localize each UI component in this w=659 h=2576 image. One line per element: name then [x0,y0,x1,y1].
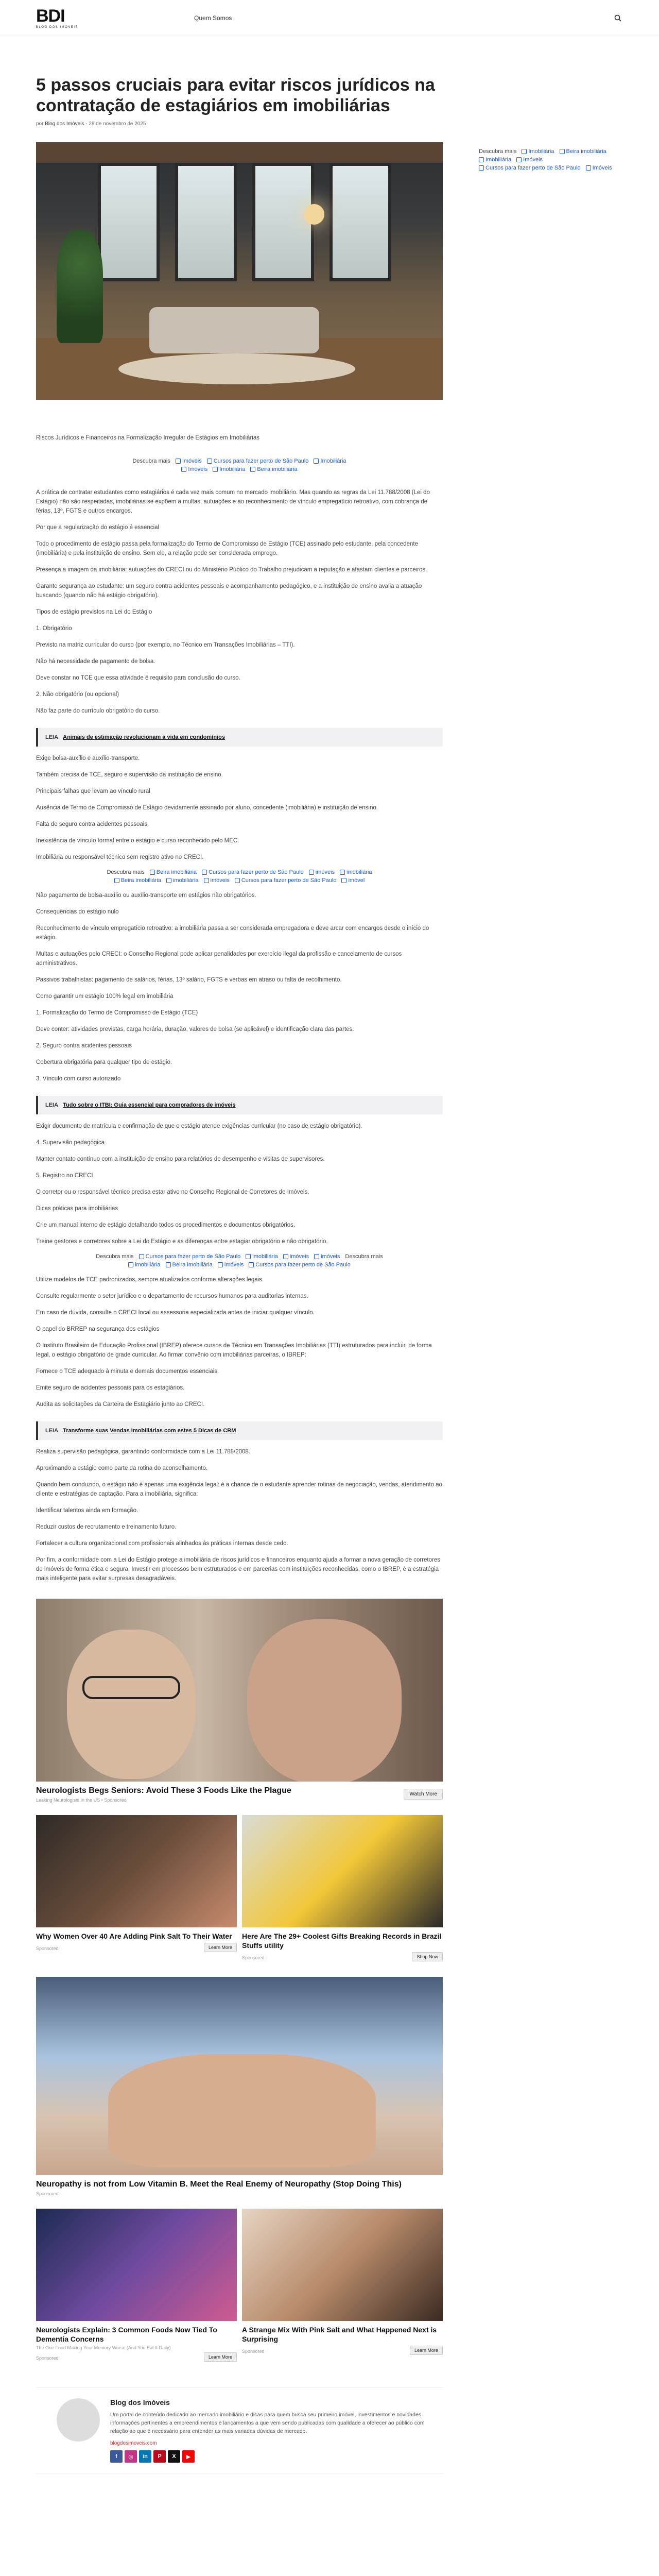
site-header [0,0,659,36]
paragraph: Também precisa de TCE, seguro e supervisão da instituição de ensino. [36,772,223,778]
instagram-icon[interactable]: ◎ [125,2450,137,2463]
tag-link[interactable]: imobiliária [246,1253,278,1260]
paragraph: Previsto na matriz curricular do curso (por exemplo, no Técnico em Transações Imobiliárias – TTI). [36,642,295,648]
author-name[interactable]: Blog dos Imóveis [110,2398,170,2406]
tag-link[interactable]: Beira imobiliária [114,877,161,884]
tag-link[interactable]: imobiliária [128,1262,161,1268]
paragraph: Fornece o TCE adequado à minuta e demais documentos essenciais. [36,1368,219,1375]
ad-image[interactable] [242,1815,443,1927]
leia-box-2: LEIA Tudo sobre o ITBI: Guia essencial para compradores de imóveis [36,1096,443,1114]
tag-link[interactable]: Cursos para fazer perto de São Paulo [139,1253,241,1260]
tag-icon [314,459,319,464]
tag-icon [516,157,522,162]
ad-cta-button[interactable]: Learn More [204,2352,237,2362]
search-icon[interactable] [613,13,623,23]
tag-icon [213,467,218,472]
ad-title[interactable]: Why Women Over 40 Are Adding Pink Salt To Their Water [36,1932,232,1940]
paragraph: Não há necessidade de pagamento de bolsa. [36,658,155,665]
leia-box-3: LEIA Transforme suas Vendas Imobiliárias com estes 5 Dicas de CRM [36,1421,443,1440]
paragraph: 3. Vínculo com curso autorizado [36,1076,121,1082]
tag-icon [522,149,527,154]
tag-link[interactable]: Cursos para fazer perto de São Paulo [479,165,581,171]
paragraph: Cobertura obrigatória para qualquer tipo de estágio. [36,1059,172,1065]
paragraph: Em caso de dúvida, consulte o CRECI local ou assessoria especializada antes de iniciar qualquer vínculo. [36,1310,315,1316]
tag-link[interactable]: Imobiliária [522,148,554,155]
tag-icon [202,870,207,875]
tag-icon [283,1254,288,1259]
tag-cloud-2: Descubra mais Beira imobiliária Cursos para fazer perto de São Paulo imóveis imobiliária Beira imobiliária imobiliária imóveis Cursos para fazer perto de São Paulo imóvel [107,869,372,884]
paragraph: 5. Registro no CRECI [36,1173,93,1179]
author-bio: Um portal de conteúdo dedicado ao mercado imobiliário e dicas para quem busca seu primeiro imóvel, investimentos e novidades informações pertinentes a empreendimentos e lançamentos a que vem sendo publicadas com qualidade a oferecer ao público com relação ao que é necessário para entender as mais variadas dúvidas de mercado. [110,2412,425,2434]
tag-link[interactable]: imóvel [341,877,365,884]
tag-link[interactable]: imobiliária [340,869,372,875]
tag-icon [479,157,484,162]
paragraph: Ausência de Termo de Compromisso de Estágio devidamente assinado por aluno, concedente (imobiliária) e instituição de ensino. [36,805,378,811]
paragraph: Crie um manual interno de estágio detalhando todos os procedimentos e documentos obrigatórios. [36,1222,296,1228]
ad-source: Sponsored [36,2191,59,2196]
leia-link[interactable]: Transforme suas Vendas Imobiliárias com estes 5 Dicas de CRM [63,1428,236,1434]
tag-icon [114,878,119,883]
paragraph: Presença a imagem da imobiliária: autuações do CRECI ou do Ministério Público do Trabalho prejudicam a reputação e afastam clientes e parceiros. [36,567,427,573]
tag-icon [309,870,314,875]
author-box [36,2387,443,2473]
social-links [110,2450,443,2463]
paragraph: Reduzir custos de recrutamento e treinamento futuro. [36,1524,177,1530]
meta-prefix: por [36,121,44,127]
ad-image[interactable] [36,1599,443,1782]
sidebar [479,36,623,2473]
ad-image[interactable] [242,2209,443,2321]
paragraph: 1. Obrigatório [36,625,72,632]
ad-row-2 [36,2209,443,2362]
tag-cloud-label: Descubra mais [479,148,517,155]
ad-unit-3[interactable] [242,1815,443,1961]
paragraph: Reconhecimento de vínculo empregatício retroativo: a imobiliária passa a ser considerada empregadora e deve arcar com encargos desde o início do estágio. [36,925,429,941]
paragraph: Tipos de estágio previstos na Lei do Estágio [36,609,152,615]
meta-date: - 28 de novembro de 2025 [85,121,146,127]
facebook-icon[interactable]: f [110,2450,123,2463]
tag-icon [246,1254,251,1259]
paragraph: O corretor ou o responsável técnico precisa estar ativo no Conselho Regional de Corretores de Imóveis. [36,1189,309,1195]
paragraph: Quando bem conduzido, o estágio não é apenas uma exigência legal: é a chance de o estudante aprender rotinas de negociação, vendas, atendimento ao cliente e estratégias de captação. Para a imobiliária, significa: [36,1482,442,1497]
tag-cloud-3: Descubra mais Cursos para fazer perto de São Paulo imobiliária imóveis imóveis Descubra mais imobiliária Beira imobiliária imóveis Cursos para fazer perto de São Paulo [96,1253,383,1268]
article-meta [36,121,443,127]
tag-cloud-1 [131,458,348,472]
paragraph: 2. Seguro contra acidentes pessoais [36,1043,132,1049]
leia-label: LEIA [45,734,59,740]
ad-title[interactable]: Neurologists Explain: 3 Common Foods Now Tied To Dementia Concerns [36,2326,217,2343]
youtube-icon[interactable]: ▶ [182,2450,195,2463]
ad-unit-2[interactable] [36,1815,237,1961]
paragraph: Passivos trabalhistas: pagamento de salários, férias, 13º salário, FGTS e verbas em atraso ou falta de recolhimento. [36,977,342,983]
ad-unit-4[interactable] [36,1977,443,2196]
paragraph: O Instituto Brasileiro de Educação Profissional (IBREP) oferece cursos de Técnico em Transações Imobiliárias (TTI) estruturados para incluir, de forma legal, o estágio obrigatório de grade curricular. Ao firmar convênio com imobiliárias parceiras, o IBREP: [36,1343,432,1358]
paragraph: 1. Formalização do Termo de Compromisso de Estágio (TCE) [36,1010,198,1016]
ad-title[interactable]: Neuropathy is not from Low Vitamin B. Meet the Real Enemy of Neuropathy (Stop Doing This) [36,2180,402,2189]
logo-main: BDI [36,6,65,26]
tag-link[interactable]: Beira imobiliária [250,466,297,472]
tag-icon [314,1254,319,1259]
tag-link[interactable]: Imóveis [176,458,202,464]
paragraph: Exige bolsa-auxílio e auxílio-transporte. [36,755,140,761]
tag-link[interactable]: imóveis [309,869,335,875]
tag-link[interactable]: Cursos para fazer perto de São Paulo [249,1262,351,1268]
tag-icon [560,149,565,154]
paragraph: Garante segurança ao estudante: um seguro contra acidentes pessoais e acompanhamento pedagógico, e a instituição de ensino avalia a atuação buscando (quando não há estágio obrigatório). [36,583,422,599]
author-website-link[interactable]: blogdosimoveis.com [110,2441,157,2446]
ad-unit-5[interactable] [36,2209,237,2362]
tag-icon [341,878,346,883]
tag-icon [250,467,255,472]
tag-icon [249,1262,254,1267]
tag-link[interactable]: Imóveis [586,165,612,171]
ad-cta-button[interactable]: Learn More [410,2346,443,2355]
paragraph: O papel do BRREP na segurança dos estágios [36,1326,160,1332]
leia-link[interactable]: Animais de estimação revolucionam a vida em condomínios [63,734,225,740]
paragraph: Exigir documento de matrícula e confirmação de que o estágio atende exigências curricular (no caso de estágio obrigatório). [36,1123,362,1129]
tag-link[interactable]: Imóveis [181,466,207,472]
nav-quem-somos[interactable]: Quem Somos [194,14,232,22]
tag-link[interactable]: imobiliária [166,877,199,884]
paragraph: Dicas práticas para imobiliárias [36,1206,118,1212]
ad-cta-button[interactable]: Learn More [204,1943,237,1952]
tag-icon [586,165,591,171]
tag-link[interactable]: Imóveis [516,157,543,163]
ad-unit-6[interactable] [242,2209,443,2362]
article-content [36,36,443,2473]
page-container [0,36,659,2473]
meta-author-link[interactable]: Blog dos Imóveis [45,121,84,127]
logo-sub: BLOG DOS IMÓVEIS [36,25,79,29]
paragraph: Inexistência de vínculo formal entre o estágio e curso reconhecido pelo MEC. [36,838,239,844]
ad-source: Sponsored [36,1945,59,1951]
paragraph: Por fim, a conformidade com a Lei do Estágio protege a imobiliária de riscos jurídicos e financeiros enquanto ajuda a formar a nova geração de corretores de imóveis de forma ética e segura. Investir em processos bem estruturados e em parcerias com instituições reconhecidas, como o IBREP, é a estratégia mais inteligente para evitar surpresas desagradáveis. [36,1557,440,1582]
tag-icon [166,1262,171,1267]
paragraph: Identificar talentos ainda em formação. [36,1507,138,1514]
tag-icon [340,870,345,875]
tag-link[interactable]: Cursos para fazer perto de São Paulo [235,877,337,884]
paragraph: 2. Não obrigatório (ou opcional) [36,691,119,698]
ad-image[interactable] [36,2209,237,2321]
ad-source: Sponsored [36,2355,59,2361]
tag-link[interactable]: Imobiliária [213,466,245,472]
ad-source: Leaking Neurologists In the US • Sponsored [36,1798,127,1803]
paragraph: Utilize modelos de TCE padronizados, sempre atualizados conforme alterações legais. [36,1277,264,1283]
tag-link[interactable]: imóveis [283,1253,309,1260]
linkedin-icon[interactable]: in [139,2450,151,2463]
paragraph: Por que a regularização do estágio é essencial [36,524,160,531]
tag-link[interactable]: imóveis [314,1253,340,1260]
paragraph: Treine gestores e corretores sobre a Lei do Estágio e as diferenças entre estagiar obrigatório e não obrigatório. [36,1239,328,1245]
site-logo[interactable] [36,7,78,29]
ad-title[interactable]: A Strange Mix With Pink Salt and What Happened Next is Surprising [242,2326,437,2343]
paragraph: Como garantir um estágio 100% legal em imobiliária [36,993,174,999]
tag-icon [218,1262,223,1267]
article-intro: Riscos Jurídicos e Financeiros na Formalização Irregular de Estágios em Imobiliárias [36,435,259,441]
tag-icon [150,870,155,875]
tag-icon [204,878,209,883]
paragraph: Todo o procedimento de estágio passa pela formalização do Termo de Compromisso de Estágio (TCE) assinado pelo estudante, pela concedente (imobiliária) e pela instituição de ensino. Sem ele, a relação pode ser considerada emprego. [36,541,418,556]
tag-link[interactable]: Imobiliária [479,157,511,163]
leia-box-1 [36,728,443,747]
tag-icon [235,878,240,883]
leia-link[interactable]: Tudo sobre o ITBI: Guia essencial para compradores de imóveis [63,1102,236,1108]
avatar[interactable] [57,2398,100,2442]
ad-cta-button[interactable]: Watch More [404,1789,443,1800]
paragraph: Realiza supervisão pedagógica, garantindo conformidade com a Lei 11.788/2008. [36,1449,250,1455]
paragraph: Não pagamento de bolsa-auxílio ou auxílio-transporte em estágios não obrigatórios. [36,892,256,899]
paragraph: Falta de seguro contra acidentes pessoais. [36,821,149,827]
hero-image [36,142,443,400]
paragraph: Multas e autuações pelo CRECI: o Conselho Regional pode aplicar penalidades por exercício ilegal da profissão e cancelamento de cursos administrativos. [36,951,402,967]
paragraph: Aproximando a estágio como parte da rotina do aconselhamento. [36,1465,208,1471]
paragraph: Consulte regularmente o setor jurídico e o departamento de recursos humanos para auditorias internas. [36,1293,308,1299]
ad-title[interactable]: Here Are The 29+ Coolest Gifts Breaking Records in Brazil Stuffs utility [242,1932,442,1950]
tag-icon [139,1254,144,1259]
tag-link[interactable]: imóveis [218,1262,244,1268]
ad-source: Sponsored [242,2348,265,2354]
tag-icon [181,467,186,472]
paragraph: Manter contato contínuo com a instituição de ensino para relatórios de desempenho e visitas de supervisores. [36,1156,325,1162]
article-title: 5 passos cruciais para evitar riscos jurídicos na contratação de estagiários em imobiliárias [36,75,435,115]
paragraph: Consequências do estágio nulo [36,909,119,915]
tag-icon [128,1262,133,1267]
pinterest-icon[interactable]: P [153,2450,166,2463]
tag-cloud-label: Descubra mais [132,458,170,464]
tag-link[interactable]: Beira imobiliária [560,148,606,155]
paragraph: Não faz parte do currículo obrigatório do curso. [36,708,160,714]
paragraph: A prática de contratar estudantes como estagiários é cada vez mais comum no mercado imobiliário. Mas quando as regras da Lei 11.788/2008 (Lei do Estágio) não são respeitadas, imobiliárias se expõem a multas, autuações e ao reconhecimento de vínculo empregatício retroativo, com cobrança de férias, 13º, FGTS e outros encargos. [36,489,430,514]
paragraph: Audita as solicitações da Carteira de Estagiário junto ao CRECI. [36,1401,205,1408]
tag-icon [207,459,212,464]
sidebar-tag-cloud [479,148,623,171]
paragraph: Emite seguro de acidentes pessoais para os estagiários. [36,1385,185,1391]
ad-image[interactable] [36,1977,443,2175]
tag-link[interactable]: Beira imobiliária [166,1262,213,1268]
paragraph: Principais falhas que levam ao vínculo rural [36,788,150,794]
tag-link[interactable]: imóveis [204,877,230,884]
tag-link[interactable]: Cursos para fazer perto de São Paulo [202,869,304,875]
paragraph: Fortalecer a cultura organizacional com profissionais alinhados às práticas internas desde cedo. [36,1540,288,1547]
tag-icon [176,459,181,464]
ad-cta-button[interactable]: Shop Now [412,1952,443,1961]
ad-image[interactable] [36,1815,237,1927]
paragraph: Imobiliária ou responsável técnico sem registro ativo no CRECI. [36,854,204,860]
tag-link[interactable]: Imobiliária [314,458,346,464]
ad-row-1 [36,1815,443,1961]
tag-icon [166,878,171,883]
ad-title[interactable]: Neurologists Begs Seniors: Avoid These 3 Foods Like the Plague [36,1786,291,1795]
ad-subtitle: The One Food Making Your Memory Worse (And You Eat It Daily) [36,2345,171,2350]
tag-icon [479,165,484,171]
ad-source: Sponsored [242,1955,265,1960]
ad-unit-1[interactable] [36,1599,443,1803]
tag-link[interactable]: Beira imobiliária [150,869,197,875]
x-twitter-icon[interactable]: X [168,2450,180,2463]
paragraph: Deve conter: atividades previstas, carga horária, duração, valores de bolsa (se aplicável) e identificação clara das partes. [36,1026,354,1032]
paragraph: 4. Supervisão pedagógica [36,1140,105,1146]
tag-link[interactable]: Cursos para fazer perto de São Paulo [207,458,309,464]
paragraph: Deve constar no TCE que essa atividade é requisito para conclusão do curso. [36,675,240,681]
